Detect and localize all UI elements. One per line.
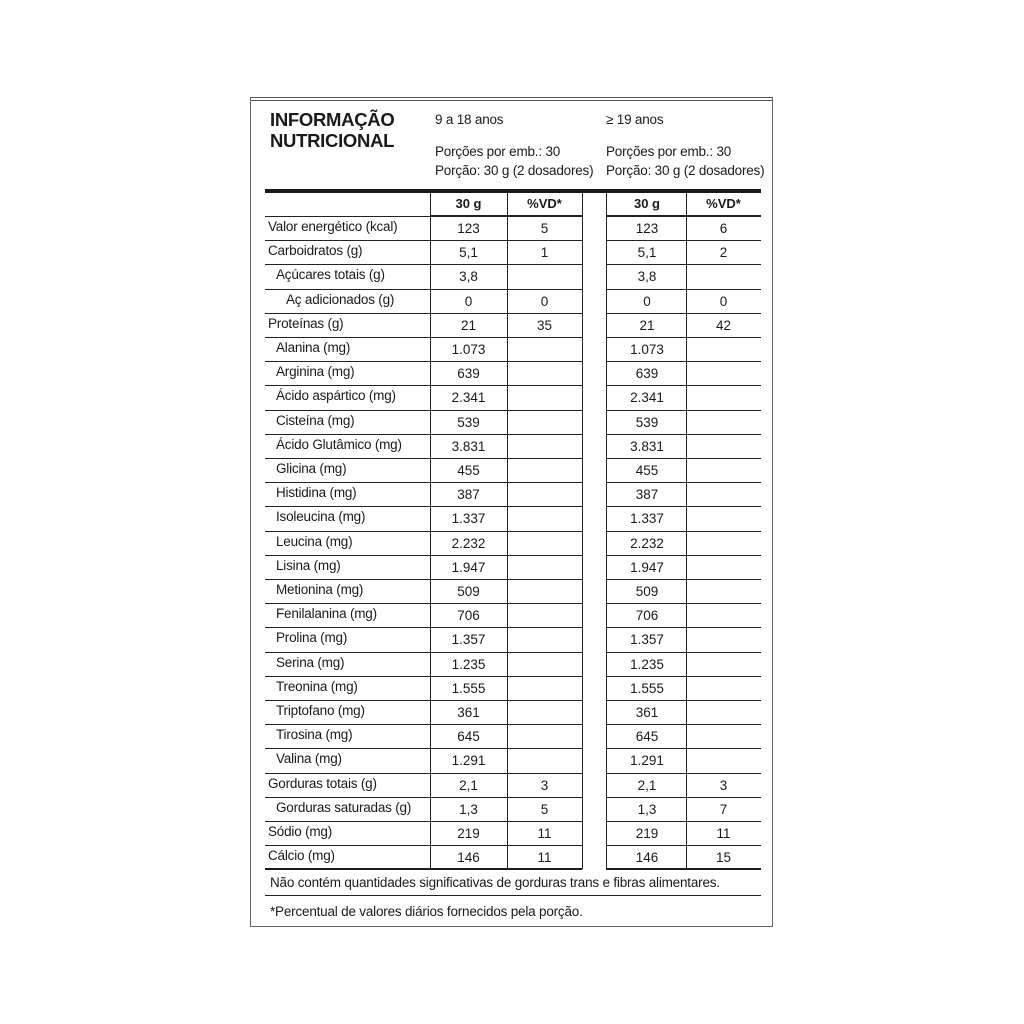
row-divider (265, 337, 582, 338)
value-b: 219 (635, 826, 659, 841)
table-row (250, 579, 773, 603)
value-a: 706 (457, 608, 480, 624)
table-row (250, 410, 773, 434)
group-a-portion: Porção: 30 g (2 dosadores) (435, 163, 594, 178)
label-bottom-border (250, 926, 773, 927)
group-b-vd-header: %VD* (706, 196, 741, 211)
row-divider (265, 289, 582, 290)
value-b: 0 (643, 293, 651, 309)
column-divider (606, 193, 607, 869)
label-title: INFORMAÇÃO NUTRICIONAL (270, 109, 395, 151)
row-divider (265, 797, 582, 798)
group-a-servings: Porções por emb.: 30 (435, 144, 561, 159)
nutrient-name: Histidina (mg) (276, 485, 357, 501)
row-divider (606, 773, 761, 774)
table-bottom-rule (606, 868, 761, 870)
nutrient-name: Valor energético (kcal) (268, 219, 398, 234)
value-b: 3.831 (630, 438, 664, 454)
value-a: 123 (457, 221, 480, 236)
value-b: 1,3 (637, 801, 657, 817)
value-a-vd: 0 (540, 293, 549, 309)
row-divider (265, 773, 582, 774)
table-row (250, 482, 773, 506)
value-b: 2.341 (630, 390, 664, 406)
value-a: 1.555 (451, 680, 486, 696)
nutrient-name: Sódio (mg) (268, 824, 333, 839)
value-b: 21 (639, 317, 655, 333)
value-b: 1.337 (630, 511, 664, 527)
value-b: 1.947 (630, 559, 664, 575)
group-a-age: 9 a 18 anos (435, 112, 504, 127)
value-a: 219 (457, 826, 480, 841)
row-divider (265, 216, 582, 217)
value-b-vd: 0 (719, 293, 728, 309)
row-divider (265, 821, 582, 822)
row-divider (265, 627, 582, 628)
table-row (250, 773, 773, 797)
nutrient-name: Prolina (mg) (276, 630, 348, 646)
table-row (250, 289, 773, 313)
row-divider (265, 410, 582, 411)
row-divider (606, 337, 761, 338)
nutrient-name: Açúcares totais (g) (276, 267, 385, 283)
table-row (250, 676, 773, 700)
value-a-vd: 5 (540, 221, 549, 236)
nutrient-name: Treonina (mg) (276, 678, 358, 694)
nutrient-name: Gorduras saturadas (g) (276, 799, 412, 815)
value-b-vd: 11 (716, 826, 731, 841)
group-a-amount-header: 30 g (455, 196, 482, 211)
value-a: 146 (457, 850, 480, 866)
group-b-portion: Porção: 30 g (2 dosadores) (606, 163, 765, 178)
row-divider (606, 652, 761, 653)
table-row (250, 361, 773, 385)
value-a: 2.232 (451, 535, 486, 551)
row-divider (606, 313, 761, 314)
value-a: 1.235 (451, 656, 486, 672)
value-b: 1.073 (630, 342, 664, 357)
value-a-vd: 11 (537, 826, 552, 841)
value-a-vd: 3 (540, 777, 549, 793)
nutrient-name: Proteínas (g) (268, 315, 344, 331)
value-a: 387 (457, 487, 480, 503)
nutrition-facts-label (250, 97, 773, 927)
row-divider (606, 482, 761, 483)
value-b: 3,8 (637, 269, 657, 285)
nutrient-name: Tirosina (mg) (276, 727, 353, 743)
table-row (250, 821, 773, 845)
nutrient-name: Triptofano (mg) (276, 703, 365, 718)
value-b-vd: 42 (715, 317, 732, 333)
value-a-vd: 11 (537, 850, 552, 866)
column-header-divider (606, 215, 761, 216)
value-a: 3,8 (459, 269, 478, 285)
row-divider (606, 555, 761, 556)
nutrient-name: Lisina (mg) (276, 557, 341, 573)
row-divider (265, 531, 582, 532)
value-a-vd: 5 (540, 801, 549, 817)
value-b-vd: 3 (719, 777, 728, 793)
value-a: 639 (457, 366, 480, 382)
row-divider (606, 603, 761, 604)
table-row (250, 531, 773, 555)
row-divider (606, 289, 761, 290)
value-a: 539 (457, 414, 480, 430)
column-divider (430, 193, 431, 869)
value-b: 5,1 (637, 245, 657, 261)
row-divider (265, 748, 582, 749)
nutrient-name: Ácido Glutâmico (mg) (276, 436, 402, 452)
table-row (250, 264, 773, 288)
row-divider (606, 627, 761, 628)
row-divider (606, 385, 761, 386)
row-divider (265, 555, 582, 556)
value-a-vd: 1 (540, 245, 549, 261)
table-row (250, 434, 773, 458)
row-divider (265, 458, 582, 459)
value-b-vd: 7 (719, 801, 728, 817)
value-b: 1.235 (630, 656, 664, 672)
nutrient-name: Ácido aspártico (mg) (276, 388, 396, 404)
row-divider (606, 579, 761, 580)
group-a-vd-header: %VD* (527, 196, 562, 211)
row-divider (265, 385, 582, 386)
table-row (250, 724, 773, 748)
value-b: 2.232 (630, 535, 664, 551)
value-b: 146 (635, 850, 659, 866)
row-divider (606, 410, 761, 411)
row-divider (265, 313, 582, 314)
row-divider (606, 676, 761, 677)
value-b: 645 (635, 729, 659, 745)
value-b: 509 (635, 584, 659, 599)
column-divider (507, 193, 508, 869)
row-divider (265, 724, 582, 725)
row-divider (606, 821, 761, 822)
value-a: 1.291 (451, 753, 486, 769)
column-header-divider (430, 215, 582, 216)
value-a: 509 (457, 584, 480, 599)
row-divider (265, 361, 582, 362)
column-divider (582, 193, 583, 869)
value-b: 1.555 (630, 680, 664, 696)
value-b: 639 (635, 366, 659, 382)
nutrient-name: Metionina (mg) (276, 582, 364, 597)
nutrient-name: Isoleucina (mg) (276, 509, 366, 525)
row-divider (606, 797, 761, 798)
value-b: 361 (635, 705, 659, 720)
nutrient-name: Gorduras totais (g) (268, 775, 377, 791)
row-divider (265, 482, 582, 483)
table-bottom-rule (265, 868, 582, 870)
value-a: 1.337 (451, 511, 486, 527)
row-divider (606, 724, 761, 725)
table-row (250, 240, 773, 264)
nutrient-name: Fenilalanina (mg) (276, 606, 377, 622)
label-top-border (250, 97, 773, 98)
row-divider (265, 240, 582, 241)
row-divider (265, 434, 582, 435)
value-a: 3.831 (451, 438, 486, 454)
value-b: 1.291 (630, 753, 664, 769)
value-a: 2.341 (451, 390, 486, 406)
row-divider (606, 216, 761, 217)
table-row (250, 337, 773, 361)
table-row (250, 700, 773, 724)
row-divider (265, 603, 582, 604)
row-divider (265, 264, 582, 265)
group-b-amount-header: 30 g (633, 196, 660, 211)
row-divider (606, 361, 761, 362)
nutrient-name: Carboidratos (g) (268, 243, 363, 259)
row-divider (606, 458, 761, 459)
table-row (250, 313, 773, 337)
group-b-age: ≥ 19 anos (606, 112, 664, 127)
table-row (250, 845, 773, 869)
table-row (250, 797, 773, 821)
table-row (250, 506, 773, 530)
row-divider (606, 240, 761, 241)
value-b-vd: 2 (719, 245, 728, 261)
value-a: 1.947 (451, 559, 486, 575)
value-b: 123 (635, 221, 659, 236)
value-a: 1.073 (451, 342, 486, 357)
value-a: 1.357 (451, 632, 486, 648)
footnote-divider (265, 895, 761, 896)
row-divider (606, 506, 761, 507)
nutrient-name: Cisteína (mg) (276, 412, 355, 428)
value-a: 1,3 (459, 801, 478, 817)
table-row (250, 627, 773, 651)
row-divider (265, 845, 582, 846)
value-a: 0 (464, 293, 473, 309)
value-a-vd: 35 (536, 317, 553, 333)
row-divider (606, 845, 761, 846)
table-row (250, 555, 773, 579)
value-b: 706 (635, 608, 659, 624)
value-b-vd: 15 (715, 850, 732, 866)
row-divider (265, 506, 582, 507)
table-row (250, 458, 773, 482)
value-b: 539 (635, 414, 659, 430)
row-divider (606, 264, 761, 265)
footnote-trans-fiber: Não contém quantidades significativas de gorduras trans e fibras alimentares. (270, 875, 720, 890)
nutrient-name: Arginina (mg) (276, 364, 355, 380)
label-top-border-inner (250, 100, 773, 101)
value-a: 5,1 (459, 245, 478, 261)
row-divider (606, 748, 761, 749)
nutrient-name: Alanina (mg) (276, 340, 351, 355)
table-row (250, 603, 773, 627)
value-b-vd: 6 (719, 221, 728, 236)
column-divider (686, 193, 687, 869)
value-b: 2,1 (637, 777, 657, 793)
row-divider (265, 700, 582, 701)
value-b: 455 (635, 463, 659, 478)
table-row (250, 748, 773, 772)
row-divider (265, 652, 582, 653)
value-a: 645 (457, 729, 480, 745)
row-divider (265, 579, 582, 580)
nutrient-name: Glicina (mg) (276, 461, 347, 476)
nutrient-name: Valina (mg) (276, 751, 342, 767)
table-row (250, 216, 773, 240)
row-divider (606, 700, 761, 701)
nutrient-name: Leucina (mg) (276, 533, 353, 549)
group-b-servings: Porções por emb.: 30 (606, 144, 732, 159)
nutrient-name: Cálcio (mg) (268, 848, 335, 864)
value-b: 387 (635, 487, 659, 503)
value-a: 455 (457, 463, 480, 478)
row-divider (606, 434, 761, 435)
value-b: 1.357 (630, 632, 664, 648)
value-a: 21 (460, 317, 477, 333)
nutrient-name: Serina (mg) (276, 654, 345, 670)
row-divider (606, 531, 761, 532)
footnote-vd: *Percentual de valores diários fornecidos pela porção. (270, 904, 583, 919)
table-row (250, 385, 773, 409)
value-a: 2,1 (459, 777, 478, 793)
row-divider (265, 676, 582, 677)
table-row (250, 652, 773, 676)
value-a: 361 (457, 705, 480, 720)
nutrient-name: Aç adicionados (g) (286, 291, 395, 307)
